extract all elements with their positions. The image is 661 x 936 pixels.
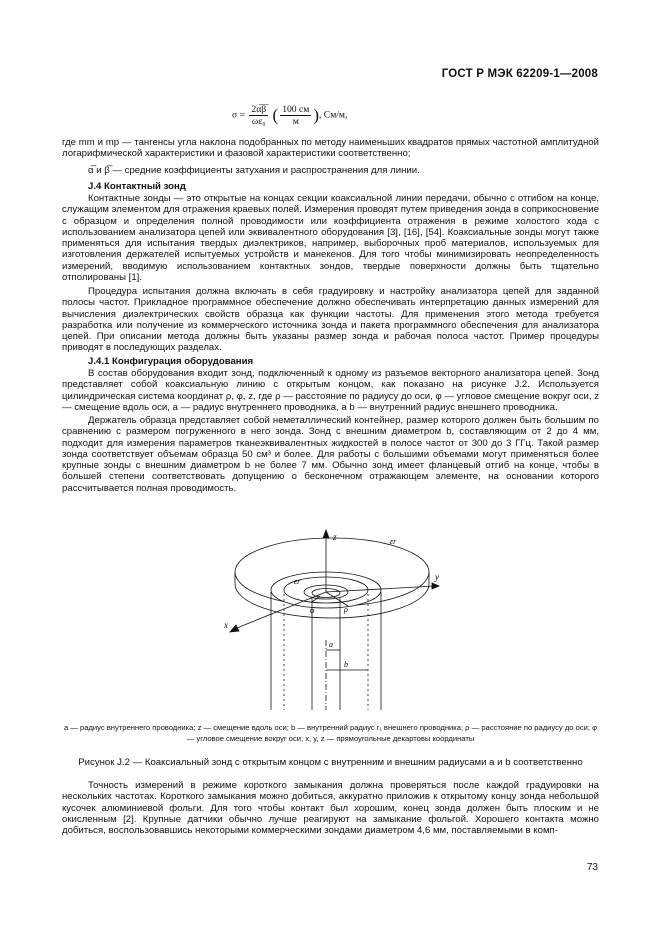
para-bottom: Точность измерений в режиме короткого замыкания должна проверяться после каждой градуировки на нескольких частотах. Короткого замыкания можно добиться, аккуратно приложив к открытому концу зонда небольшой кусочек алюминиевой фольги. Для того чтобы контакт был хорошим, конец зонда должен быть плоским и не окисленным [2]. Крупные датчики обычно лучше реагируют на замыкание фольгой. Хорошего контакта можно добиться, воспользовавшись некоторыми коммерческими зондами диаметром 4,6 мм, поставляемыми в комп-: [62, 780, 599, 837]
formula-numerator-2: 100 см: [282, 104, 310, 115]
page-header: ГОСТ Р МЭК 62209-1—2008: [441, 68, 598, 80]
coaxial-probe-figure: [220, 520, 445, 710]
formula-denominator-1: ωε₀: [251, 116, 266, 127]
formula-unit: , См/м,: [319, 109, 348, 121]
z-axis-arrow: [323, 530, 329, 538]
label-x: x: [224, 620, 228, 630]
label-rho: ρ: [344, 605, 348, 614]
label-er-inner: εr: [294, 577, 301, 586]
label-er-outer: εr: [390, 537, 397, 546]
para-where-1: где mm и mp — тангенсы угла наклона подобранных по методу наименьших квадратов прямых частотной амплитудной логарифмической характеристики и фазовой характеристики соответственно;: [62, 137, 599, 160]
formula-denominator-2: м: [292, 116, 299, 127]
x-axis-arrow: [230, 625, 239, 632]
formula-paren-close: ): [313, 105, 319, 125]
figure-legend: a — радиус внутреннего проводника; z — смещение вдоль оси; b — внутренний радиус r₁ внешнего проводника; ρ — расстояние по радиусу до оси; φ — угловое смещение вокруг оси; x, y, z — прямоугольные декартовы координаты: [63, 723, 598, 743]
label-phi: φ: [310, 606, 315, 615]
label-b: b: [344, 660, 348, 669]
para-j41-1: В состав оборудования входит зонд, подключенный к одному из разъемов векторного анализатора цепей. Зонд представляет собой коаксиальную линию с открытым концом, как показано на рисунке J.2. Используется цилиндрическая система координат ρ, φ, z, где ρ — расстояние по радиусу до оси, φ — угловое смещение вокруг оси, z — смещение вдоль оси, a — радиус внутреннего проводника, a b — внутренний радиус внешнего проводника.: [62, 368, 599, 413]
formula-paren-open: (: [272, 105, 279, 125]
label-a: a: [329, 640, 333, 649]
para-where-2: α̅ и β̅ — средние коэффициенты затухания и распространения для линии.: [88, 165, 420, 176]
label-z: z: [333, 532, 337, 542]
formula-equals: =: [239, 109, 245, 121]
conductivity-formula: [232, 104, 347, 127]
y-axis-arrow: [432, 583, 439, 589]
section-heading-j41: J.4.1 Конфигурация оборудования: [88, 356, 254, 367]
formula-numerator-1: 2α̅β̅: [251, 104, 267, 115]
section-heading-j4: J.4 Контактный зонд: [88, 181, 186, 192]
page-number: 73: [586, 862, 598, 873]
formula-fraction-2: [280, 104, 311, 127]
formula-fraction-1: [249, 104, 268, 127]
para-j4-2: Процедура испытания должна включать в себя градуировку и настройку анализатора цепей для заданной полосы частот. Прикладное программное обеспечение должно обеспечивать интерпретацию данных измерений для вычисления диэлектрических свойств образца как функции частоты. Для применения этого метода требуется разработка или получение из коммерческого источника зонда и пакета программного обеспечения для анализатора цепей. При описании метода должны быть указаны размер зонда и рабочая полоса частот. Пример процедуры приводят в последующих разделах.: [62, 286, 599, 354]
formula-sigma: σ: [232, 109, 238, 121]
para-j41-2: Держатель образца представляет собой неметаллический контейнер, размер которого должен быть большим по сравнению с размером погруженного в него зонда. Зонд с внешним диаметром b, составляющим от 2 до 4 мм, подходит для измерения параметров тканеэквивалентных жидкостей в полосе частот от 300 до 3 ГГц. Такой размер зонда соответствует объемам образца 50 см³ и более. Для работы с большими объемами могут применяться более крупные зонды с внешним диаметром b не более 7 мм. Обычно зонд имеет фланцевый отгиб на конце, чтобы в большей степени соответствовать допущению о бесконечном отражающем элементе, на основании которого рассчитывается полная проводимость.: [62, 415, 599, 494]
para-j4-1: Контактные зонды — это открытые на концах секции коаксиальной линии передачи, обычно с отгибом на конце, служащим элементом для отражения краевых полей. Измерения проводят путем приведения зонда в соприкосновение с образцом и определения полной проводимости или коэффициента отражения в режиме холостого хода с использованием анализатора цепей или эквивалентного оборудования [3], [16], [54]. Коаксиальные зонды могут также применяться для испытания твердых диэлектриков, например, выборочных проб материалов, используемых для изготовления держателей испытуемых устройств и манекенов. Для того чтобы минимизировать неопределенность измерений, вводимую использованием контактных зондов, твердые поверхности должны быть тщательно отполированы [1].: [62, 193, 599, 284]
label-y: y: [435, 572, 439, 582]
figure-title: Рисунок J.2 — Коаксиальный зонд с открытым концом с внутренним и внешним радиусами a и b соответственно: [78, 757, 583, 768]
